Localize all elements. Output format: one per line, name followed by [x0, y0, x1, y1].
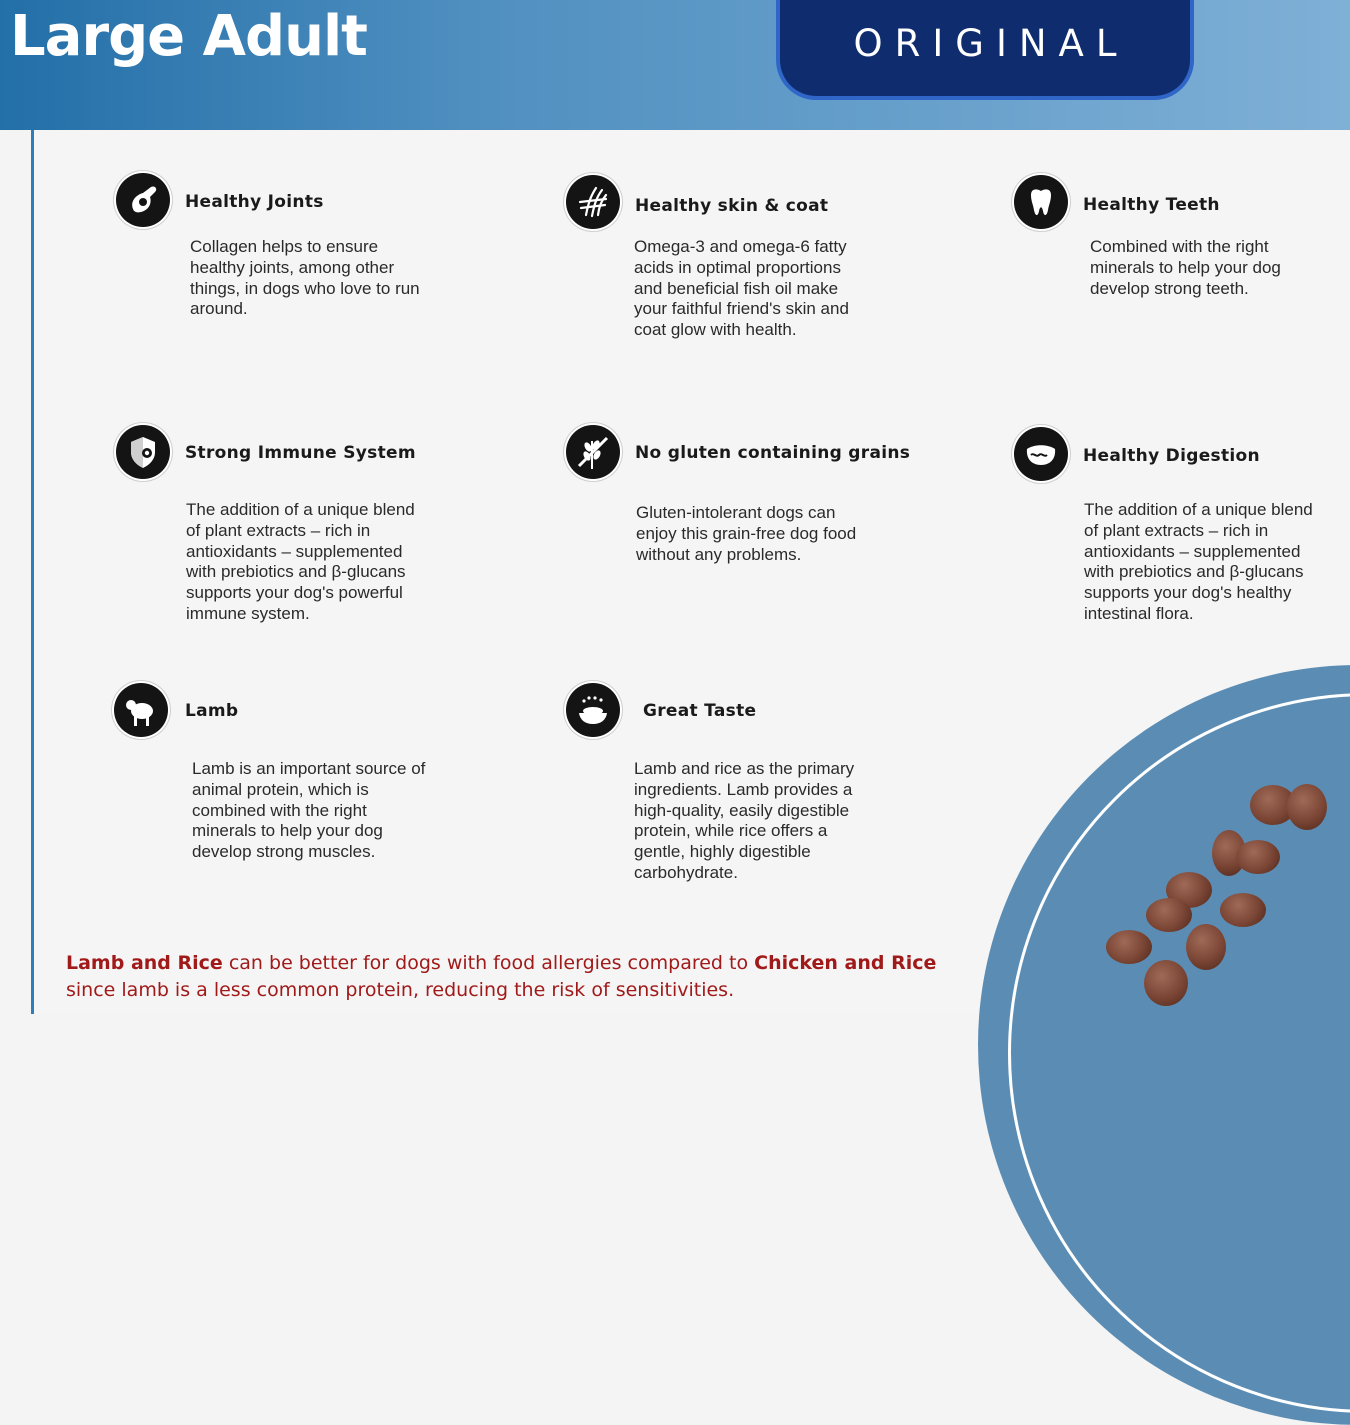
feature-title: Healthy skin & coat [635, 196, 829, 216]
food-bowl-icon [566, 683, 620, 737]
feature-title: Healthy Teeth [1083, 195, 1220, 215]
note-text: since lamb is a less common protein, reducing the risk of sensitivities. [66, 979, 735, 1001]
page-title: Large Adult [10, 4, 367, 69]
original-badge [776, 0, 1194, 100]
kibble-image [1106, 930, 1152, 964]
header-banner [0, 0, 1350, 130]
feature-description: Gluten-intolerant dogs can enjoy this grain-free dog food without any problems. [636, 503, 857, 564]
feature-title: No gluten containing grains [635, 443, 911, 463]
kibble-image [1287, 784, 1327, 830]
note-text: can be better for dogs with food allergies compared to [222, 952, 755, 974]
kibble-image [1236, 840, 1280, 874]
feature-description: Combined with the right minerals to help your dog develop strong teeth. [1090, 237, 1281, 298]
joint-icon [116, 173, 170, 227]
feature-description: Collagen helps to ensure healthy joints, among other things, in dogs who love to run around. [190, 237, 420, 319]
shield-icon [116, 425, 170, 479]
tooth-icon [1014, 175, 1068, 229]
feature-title: Lamb [185, 701, 239, 721]
feature-title: Strong Immune System [185, 443, 416, 463]
feature-description: Omega-3 and omega-6 fatty acids in optimal proportions and beneficial fish oil make your faithful friend's skin and coat glow with health. [634, 237, 849, 340]
no-grain-icon [566, 425, 620, 479]
allergy-note [66, 950, 966, 1004]
kibble-image [1186, 924, 1226, 970]
badge-label: ORIGINAL [853, 22, 1129, 65]
note-highlight-lamb: Lamb and Rice [66, 952, 223, 974]
lamb-icon [114, 683, 168, 737]
fur-icon [566, 175, 620, 229]
kibble-image [1220, 893, 1266, 927]
feature-description: The addition of a unique blend of plant extracts – rich in antioxidants – supplemented with prebiotics and β-glucans supports your dog's powerful immune system. [186, 500, 415, 623]
note-highlight-chicken: Chicken and Rice [754, 952, 937, 974]
kibble-image [1144, 960, 1188, 1006]
feature-title: Healthy Digestion [1083, 446, 1260, 466]
feature-title: Healthy Joints [185, 192, 324, 212]
kibble-image [1146, 898, 1192, 932]
feature-description: The addition of a unique blend of plant extracts – rich in antioxidants – supplemented with prebiotics and β-glucans supports your dog's healthy intestinal flora. [1084, 500, 1313, 623]
feature-description: Lamb is an important source of animal protein, which is combined with the right minerals to help your dog develop strong muscles. [192, 759, 426, 862]
stomach-icon [1014, 427, 1068, 481]
feature-title: Great Taste [643, 701, 757, 721]
feature-description: Lamb and rice as the primary ingredients. Lamb provides a high-quality, easily digestible protein, while rice offers a gentle, highly digestible carbohydrate. [634, 759, 855, 882]
